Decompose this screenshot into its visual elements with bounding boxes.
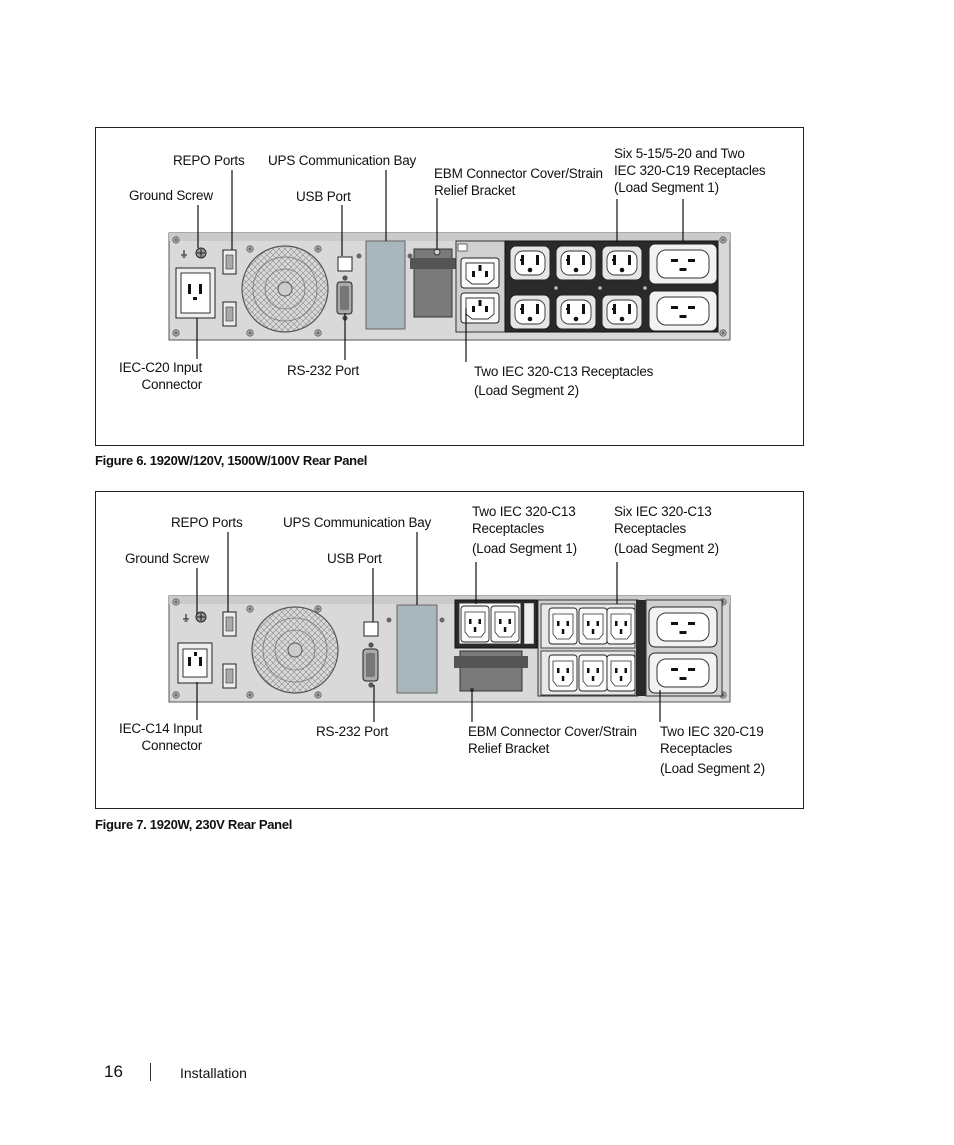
fig7-usb-port [364, 622, 378, 636]
fig6-label-ground-screw: Ground Screw [129, 188, 213, 203]
fig7-label-rs232: RS-232 Port [316, 724, 389, 739]
fig7-rs232-port [363, 642, 378, 687]
fig6-c13-receptacles [456, 241, 505, 332]
fig6-label-usb-port: USB Port [296, 189, 351, 204]
fig6-rear-panel [169, 233, 730, 340]
fig7-ls2-c13-receptacles [538, 600, 646, 696]
fig7-label-usb-port: USB Port [327, 551, 382, 566]
fig6-label-two-c13-line1: Two IEC 320-C13 Receptacles [474, 364, 654, 379]
footer-section-name: Installation [180, 1065, 247, 1081]
fig7-label-two-c13-line2: Receptacles [472, 521, 545, 536]
fig6-label-repo-ports: REPO Ports [173, 153, 245, 168]
fig6-label-six-receptacles-line3: (Load Segment 1) [614, 180, 719, 195]
fig6-iec-c20-input [176, 268, 215, 318]
fig7-label-iec-input-line1: IEC-C14 Input [119, 721, 202, 736]
fig7-fan-grill [252, 607, 338, 693]
fig6-ls1-receptacles [505, 241, 718, 332]
fig6-label-iec-input-line2: Connector [141, 377, 202, 392]
fig6-label-ebm-cover-line2: Relief Bracket [434, 183, 516, 198]
fig7-label-iec-input-line2: Connector [141, 738, 202, 753]
fig7-label-ground-screw: Ground Screw [125, 551, 209, 566]
fig6-label-six-receptacles-line1: Six 5-15/5-20 and Two [614, 146, 745, 161]
fig6-fan-grill [242, 246, 328, 332]
fig6-label-ups-comm-bay: UPS Communication Bay [268, 153, 417, 168]
fig7-label-two-c13-line1: Two IEC 320-C13 [472, 504, 576, 519]
fig7-label-ebm-cover-line2: Relief Bracket [468, 741, 550, 756]
fig6-usb-port [338, 257, 352, 271]
fig7-c19-receptacles [646, 600, 722, 696]
fig6-ebm-cover [410, 249, 456, 317]
fig7-label-six-c13-line1: Six IEC 320-C13 [614, 504, 712, 519]
figure-6-caption: Figure 6. 1920W/120V, 1500W/100V Rear Panel [95, 453, 368, 468]
footer-separator [150, 1063, 151, 1081]
fig7-label-two-c13-line3: (Load Segment 1) [472, 541, 577, 556]
fig7-ls1-c13-receptacles [455, 600, 537, 648]
fig7-label-two-c19-line3: (Load Segment 2) [660, 761, 765, 776]
fig7-label-two-c19-line1: Two IEC 320-C19 [660, 724, 764, 739]
fig7-ebm-cover [454, 651, 528, 692]
fig6-label-six-receptacles-line2: IEC 320-C19 Receptacles [614, 163, 766, 178]
fig7-iec-c14-input [178, 643, 212, 683]
fig7-label-six-c13-line3: (Load Segment 2) [614, 541, 719, 556]
page-number: 16 [104, 1062, 123, 1081]
fig6-label-iec-input-line1: IEC-C20 Input [119, 360, 202, 375]
figure-7-caption: Figure 7. 1920W, 230V Rear Panel [95, 817, 293, 832]
fig6-label-two-c13-line2: (Load Segment 2) [474, 383, 579, 398]
fig6-label-rs232: RS-232 Port [287, 363, 360, 378]
fig7-rear-panel [169, 596, 730, 702]
fig7-label-repo-ports: REPO Ports [171, 515, 243, 530]
fig6-label-ebm-cover-line1: EBM Connector Cover/Strain [434, 166, 603, 181]
fig7-label-ebm-cover-line1: EBM Connector Cover/Strain [468, 724, 637, 739]
fig7-label-six-c13-line2: Receptacles [614, 521, 687, 536]
fig7-label-two-c19-line2: Receptacles [660, 741, 733, 756]
fig7-label-ups-comm-bay: UPS Communication Bay [283, 515, 432, 530]
